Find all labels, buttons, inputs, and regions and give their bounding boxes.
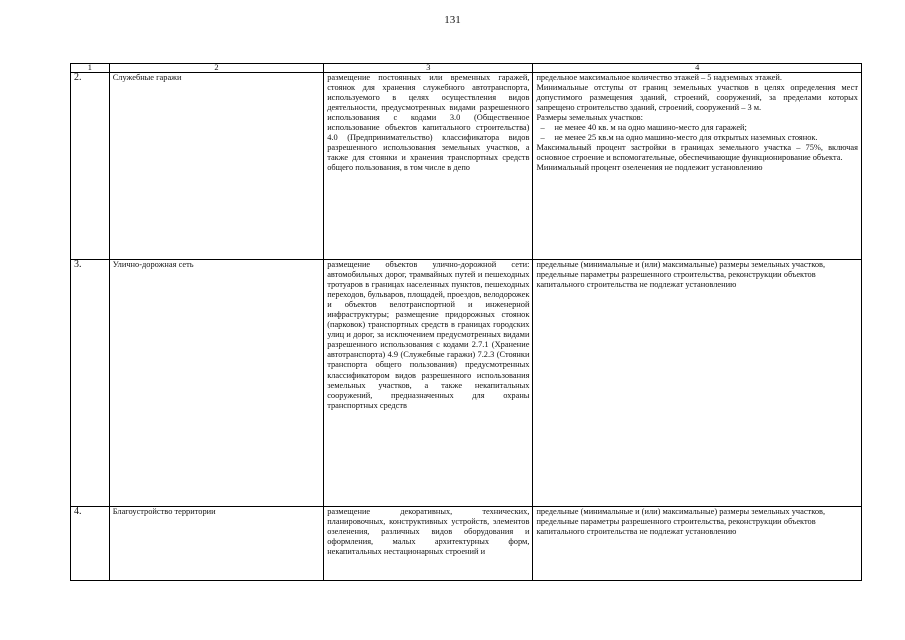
row-number: 4. [71, 507, 110, 581]
param-setbacks: Минимальные отступы от границ земельных участков в целях определения мест допустимого размещения зданий, строений, сооружений, за пределами которых запрещено строительство зданий, строений, сооружений – 3 м. [536, 83, 858, 113]
page-number: 131 [444, 14, 461, 26]
header-cell-3: 3 [324, 64, 533, 73]
list-item [536, 133, 858, 143]
table-header-row [71, 64, 862, 73]
parameters-cell [533, 73, 862, 260]
param-green-percent: Минимальный процент озеленения не подлежит установлению [536, 163, 763, 173]
table-row [71, 507, 862, 581]
bullet-dash: – [540, 133, 545, 143]
parameters-cell: предельные (минимальные и (или) максимальные) размеры земельных участков, предельные параметры разрешенного строительства, реконструкции объектов капитального строительства не подлежат установлению [533, 260, 862, 507]
use-description: размещение объектов улично-дорожной сети: автомобильных дорог, трамвайных путей и пешеходных тротуаров в границах населенных пунктов, пешеходных переходов, бульваров, площадей, проездов, велодорожек и объектов велотранспортной и инженерной инфраструктуры; размещение придорожных стоянок (парковок) транспортных средств в границах городских улиц и дорог, за исключением предусмотренных видами разрешенного использования с кодами 2.7.1 (Хранение автотранспорта) 4.9 (Служебные гаражи) 7.2.3 (Стоянки транспорта общего пользования) предусмотренных классификатором видов разрешенного использования земельных участков, а также некапитальных сооружений, предназначенных для охраны транспортных средств [324, 260, 533, 507]
table-row [71, 260, 862, 507]
use-type-name: Служебные гаражи [109, 73, 323, 260]
use-type-name: Улично-дорожная сеть [109, 260, 323, 507]
header-cell-2: 2 [109, 64, 323, 73]
header-cell-1: 1 [71, 64, 110, 73]
table-row [71, 73, 862, 260]
list-item [536, 123, 858, 133]
land-use-table [70, 63, 862, 581]
row-number: 3. [71, 260, 110, 507]
list-item-text: не менее 25 кв.м на одно машино-место для открытых наземных стоянок. [554, 133, 818, 143]
parameters-cell: предельные (минимальные и (или) максимальные) размеры земельных участков, предельные параметры разрешенного строительства, реконструкции объектов капитального строительства не подлежат установлению [533, 507, 862, 581]
header-cell-4: 4 [533, 64, 862, 73]
bullet-dash: – [540, 123, 545, 133]
param-build-percent: Максимальный процент застройки в границах земельного участка – 75%, включая основное строение и вспомогательные, обеспечивающие функционирование объекта. [536, 143, 858, 163]
use-type-name: Благоустройство территории [109, 507, 323, 581]
use-description: размещение декоративных, технических, планировочных, конструктивных устройств, элементов озеленения, различных видов оборудования и оформления, малых архитектурных форм, некапитальных нестационарных строений и [324, 507, 533, 581]
use-description: размещение постоянных или временных гаражей, стоянок для хранения служебного автотранспорта, используемого в целях осуществления видов деятельности, предусмотренных видами разрешенного использования с кодами 3.0 (Общественное использование объектов капитального строительства) 4.0 (Предпринимательство) классификатора видов разрешенного использования земельных участков, а также для стоянки и хранения транспортных средств общего пользования, в том числе в депо [324, 73, 533, 260]
param-plot-sizes: Размеры земельных участков: [536, 113, 643, 123]
row-number: 2. [71, 73, 110, 260]
param-floors: предельное максимальное количество этажей – 5 надземных этажей. [536, 73, 782, 82]
list-item-text: не менее 40 кв. м на одно машино-место для гаражей; [554, 123, 747, 133]
